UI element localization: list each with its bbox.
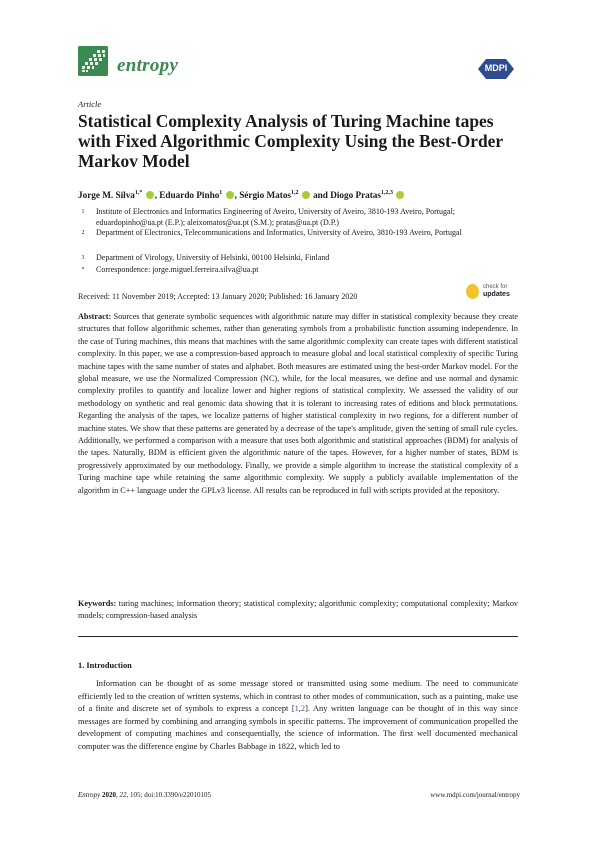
author-affiliation-mark: 1,2 [290,190,299,196]
abstract-label: Abstract: [78,312,112,321]
author-list: Jorge M. Silva$^{1,*}$ , Eduardo Pinho$^1$ , Sérgio Matos$^{1,2}$ and Diogo Pratas$^{1,2,3}$ [78,187,528,201]
mdpi-logo-icon [478,59,514,79]
author-name: Sérgio Matos [239,190,291,201]
intro-paragraph: Information can be thought of as some message stored or transmitted using some medium. The need to communicate efficiently led to the creation of written systems, which in contrast to other modes of communication, such as a painting, make use of a finite and discrete set of symbols to express a concept [1,2]. Any written language can be thought of in this way since messages are formed by combining and arranging symbols in specific patterns. The improvement of communication propelled the development of computing machines and consequentially, the science of information. The first well documented mechanical computer was the difference engine by Charles Babbage in 1822, which led to [78,679,518,751]
keywords [78,598,518,623]
author-affiliation-mark: 1,* [134,190,143,196]
article-type: Article [78,99,102,109]
publication-dates: Received: 11 November 2019; Accepted: 13 January 2020; Published: 16 January 2020 [78,292,358,301]
section-heading: 1. Introduction [78,661,132,670]
orcid-icon[interactable] [302,191,310,199]
orcid-icon[interactable] [396,191,404,199]
author-name: Eduardo Pinho [159,190,220,201]
check-for-updates-icon [466,284,479,299]
check-for-updates-button[interactable]: check for updates [466,283,522,301]
abstract [78,311,518,497]
footer-citation: Entropy 2020, 22, 105; doi:10.3390/e22010105 [78,791,211,799]
citation-link[interactable]: 2 [300,704,306,713]
author-affiliation-mark: 1,2,3 [380,190,393,196]
author-name: Jorge M. Silva [78,190,135,201]
footer-url[interactable]: www.mdpi.com/journal/entropy [430,791,520,799]
divider [78,636,518,637]
affiliation-2: 2 Department of Electronics, Telecommunications and Informatics, University of Aveiro, 3810-193 Aveiro, Portugal [81,228,462,237]
journal-logo-icon [78,46,108,76]
keywords-text: turing machines; information theory; statistical complexity; algorithmic complexity; computational complexity; Markov models; compression-based analysis [78,599,519,621]
orcid-icon[interactable] [146,191,154,199]
keywords-label: Keywords: [78,599,117,608]
author-and: and [313,190,328,201]
abstract-text: Sources that generate symbolic sequences with algorithmic nature may differ in statistical complexity because they create structures that follow algorithmic schemes, rather than generating symbols from a probabilistic function assuming independence. In the case of Turing machines, this means that machines with the same algorithmic complexity can create tapes with different statistical complexity. In this paper, we use a compression-based approach to measure global and local statistical complexity of specific Turing machine tapes with the same number of states and alphabet. Both measures are estimated using the best-order Markov model. For the global measure, we use the Normalized Compression (NC), while, for the local measures, we define and use normal and dynamic complexity profiles to quantify and localize lower and higher regions of statistical complexity. We assessed the validity of our methodology on synthetic and real genomic data showing that it is tolerant to increasing rates of editions and block permutations. Regarding the analysis of the tapes, we localize patterns of higher statistical complexity in two regions, for a different number of machine states. We show that these patterns are generated by a decrease of the tape's amplitude, given the setting of small rule cycles. Additionally, we performed a comparison with a measure that uses both algorithmic and statistical approaches (BDM) for analysis of the tapes. Naturally, BDM is efficient given the algorithmic nature of the tapes. However, for a higher number of states, BDM is progressively approximated by our methodology. Finally, we provide a simple algorithm to increase the statistical complexity of a Turing machine tape while retaining the same algorithmic complexity. We supply a publicly available implementation of the algorithm in C++ language under the GPLv3 license. All results can be reproduced in full with scripts provided at the repository. [78,312,518,495]
journal-name: entropy [117,55,179,76]
orcid-icon[interactable] [226,191,234,199]
mdpi-logo-text: MDPI [484,63,508,73]
affiliation-3: 3 Department of Virology, University of Helsinki, 00100 Helsinki, Finland [81,253,330,262]
correspondence: * Correspondence: jorge.miguel.ferreira.silva@ua.pt [81,265,259,274]
citation-link[interactable]: 1 [294,704,299,713]
article-title: Statistical Complexity Analysis of Turing Machine tapes with Fixed Algorithmic Complexity Using the Best-Order Markov Model [78,111,503,171]
affiliation-1: 1 Institute of Electronics and Informatics Engineering of Aveiro, University of Aveiro, 3810-193 Aveiro, Portugal; eduardopinho@ua.pt (E.P.); aleixomatos@ua.pt (S.M.); pratas@ua.pt (D.P.) [81,207,456,227]
author-affiliation-mark: 1 [219,190,223,196]
author-name: Diogo Pratas [330,190,381,201]
